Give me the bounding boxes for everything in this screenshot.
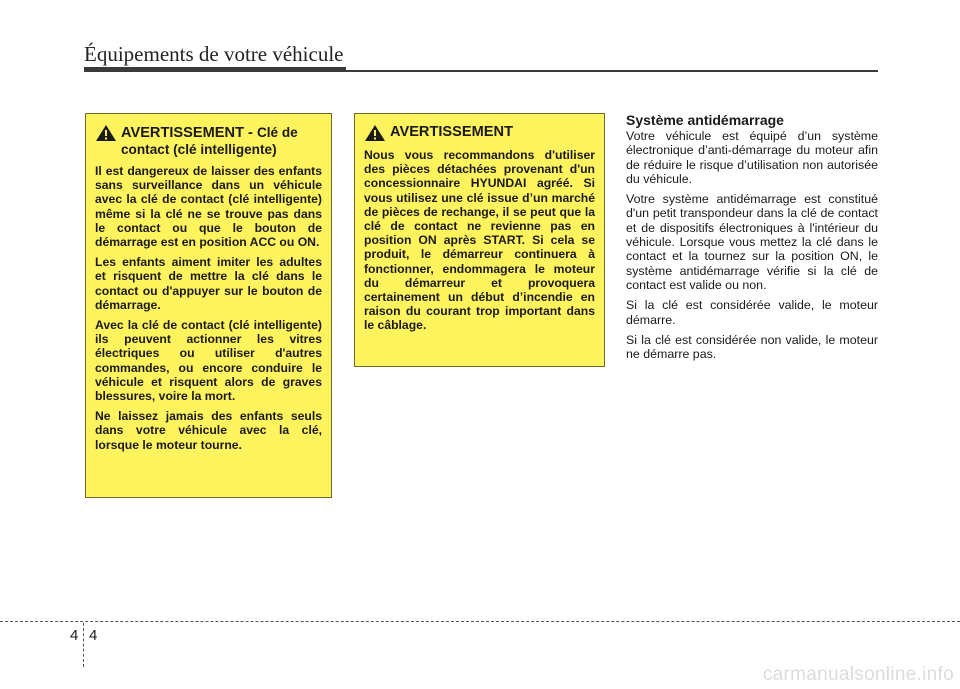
warning-title-sub: Clé de contact (clé intelligente) xyxy=(121,125,298,157)
warning-triangle-icon xyxy=(364,124,386,142)
warning-paragraph: Les enfants aiment imiter les adultes et risquent de mettre la clé dans le contact ou d'appuyer sur le bouton de démarrage. xyxy=(95,255,322,312)
warning-box-spare-parts xyxy=(354,113,605,367)
warning-triangle-icon xyxy=(95,124,117,142)
warning-paragraph: Avec la clé de contact (clé intelligente) ils peuvent actionner les vitres électriques ou utiliser d'autres commandes, ou encore conduire le véhicule et risquent alors de graves blessures, voire la mort. xyxy=(95,318,322,404)
warning-title xyxy=(364,124,595,142)
body-paragraph: Si la clé est considérée non valide, le moteur ne démarre pas. xyxy=(626,332,878,362)
section-title: Système antidémarrage xyxy=(626,112,784,128)
header-rule-thin xyxy=(346,70,878,72)
body-paragraph: Si la clé est considérée valide, le moteur démarre. xyxy=(626,298,878,327)
warning-title-main: AVERTISSEMENT - xyxy=(121,125,257,141)
footer-divider xyxy=(83,623,84,667)
warning-paragraph: Ne laissez jamais des enfants seuls dans votre véhicule avec la clé, lorsque le moteur tourne. xyxy=(95,409,322,452)
body-paragraph: Votre système antidémarrage est constitué d'un petit transpondeur dans la clé de contact et de dispositifs électroniques à l'intérieur du véhicule. Lorsque vous mettez la clé dans le contact et la tournez sur la position ON, le système antidémarrage vérifie si la clé de contact est valide ou non. xyxy=(626,192,878,292)
page-header-title: Équipements de votre véhicule xyxy=(84,42,344,66)
warning-title-main: AVERTISSEMENT xyxy=(390,124,513,140)
body-paragraph: Votre véhicule est équipé d’un système électronique d’anti-démarrage du moteur afin de réduire le risque d’utilisation non autorisée du véhicule. xyxy=(626,129,878,186)
page-number: 4 xyxy=(89,627,98,644)
header-rule-thick xyxy=(84,67,346,72)
footer-rule xyxy=(0,621,960,622)
warning-title xyxy=(95,124,322,158)
chapter-number: 4 xyxy=(70,627,79,644)
warning-paragraph: Il est dangereux de laisser des enfants sans surveillance dans un véhicule avec la clé de contact (clé intelligente) même si la clé ne se trouve pas dans le contact ou que le bouton de démarrage est en position ACC ou ON. xyxy=(95,164,322,250)
warning-paragraph: Nous vous recommandons d'utiliser des pièces détachées provenant d'un concessionnaire HYUNDAI agréé. Si vous utilisez une clé issue d’un marché de pièces de rechange, il se peut que la clé de contact ne revienne pas en position ON après START. Si cela se produit, le démarreur continuera à fonctionner, endommagera le moteur du démarreur et provoquera certainement un début d’incendie en raison du courant trop important dans le câblage. xyxy=(364,148,595,333)
watermark: carmanualsonline.info xyxy=(762,664,954,685)
warning-box-smart-key xyxy=(85,113,332,498)
section-body xyxy=(626,129,878,367)
